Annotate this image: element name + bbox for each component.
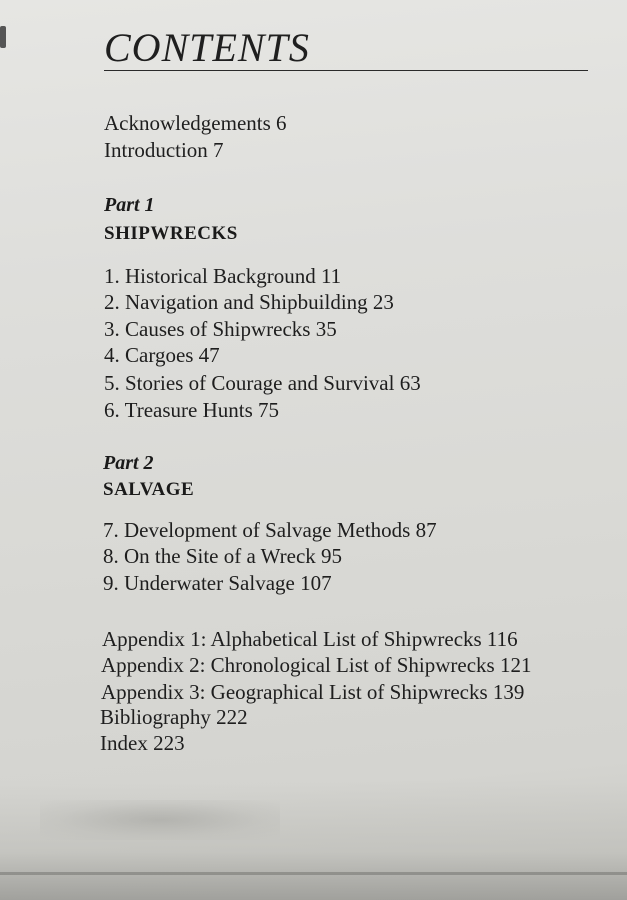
toc-entry-chapter-6: 6. Treasure Hunts 75	[104, 398, 280, 422]
toc-entry-index: Index 223	[100, 731, 185, 755]
toc-entry-appendix-2: Appendix 2: Chronological List of Shipwrecks 121	[101, 653, 532, 677]
title-underline	[104, 70, 588, 71]
toc-entry-chapter-7: 7. Development of Salvage Methods 87	[103, 518, 437, 542]
part-1-heading: SHIPWRECKS	[104, 223, 238, 244]
toc-entry-bibliography: Bibliography 222	[100, 705, 248, 729]
toc-entry-appendix-1: Appendix 1: Alphabetical List of Shipwrecks 116	[102, 627, 518, 651]
toc-entry-chapter-3: 3. Causes of Shipwrecks 35	[104, 317, 337, 341]
toc-entry-chapter-2: 2. Navigation and Shipbuilding 23	[104, 290, 394, 314]
toc-entry-chapter-1: 1. Historical Background 11	[104, 264, 342, 288]
toc-entry-appendix-3: Appendix 3: Geographical List of Shipwrecks 139	[101, 680, 525, 704]
toc-entry-introduction: Introduction 7	[104, 138, 224, 162]
page-title: CONTENTS	[104, 25, 310, 70]
part-2-heading: SALVAGE	[103, 479, 195, 500]
part-1-label: Part 1	[104, 194, 155, 216]
binding-shadow	[0, 26, 6, 48]
sea-illustration	[0, 780, 627, 900]
toc-entry-chapter-8: 8. On the Site of a Wreck 95	[103, 544, 343, 568]
toc-entry-chapter-9: 9. Underwater Salvage 107	[103, 571, 332, 595]
toc-entry-acknowledgements: Acknowledgements 6	[104, 111, 287, 135]
part-2-label: Part 2	[103, 452, 154, 474]
toc-entry-chapter-5: 5. Stories of Courage and Survival 63	[104, 371, 421, 395]
horizon-line	[0, 872, 627, 875]
toc-entry-chapter-4: 4. Cargoes 47	[104, 343, 220, 367]
